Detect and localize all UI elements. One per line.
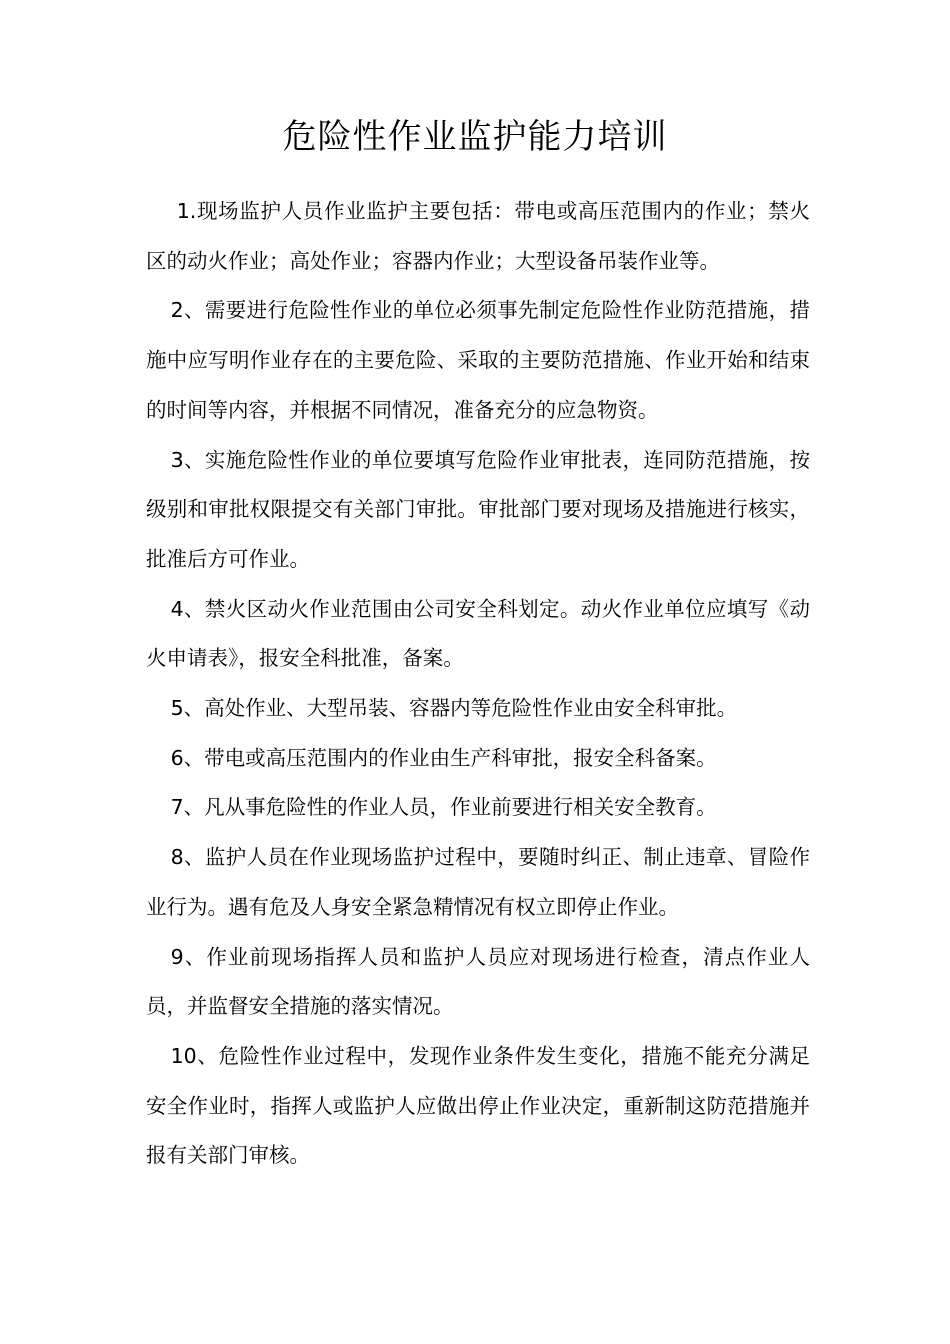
paragraph-3: 3、实施危险性作业的单位要填写危险作业审批表，连同防范措施，按级别和审批权限提交有关部门审批。审批部门要对现场及措施进行核实，批准后方可作业。 (146, 447, 810, 571)
paragraph-7: 7、凡从事危险性的作业人员，作业前要进行相关安全教育。 (170, 795, 717, 820)
paragraph-8: 8、监护人员在作业现场监护过程中，要随时纠正、制止违章、冒险作业行为。遇有危及人身安全紧急精情况有权立即停止作业。 (146, 845, 810, 919)
paragraph-9: 9、作业前现场指挥人员和监护人员应对现场进行检查，清点作业人员，并监督安全措施的落实情况。 (146, 944, 810, 1019)
paragraph-5: 5、高处作业、大型吊装、容器内等危险性作业由安全科审批。 (170, 696, 738, 721)
paragraph-10: 10、危险性作业过程中，发现作业条件发生变化，措施不能充分满足安全作业时，指挥人或监护人应做出停止作业决定，重新制这防范措施并报有关部门审核。 (146, 1043, 810, 1168)
document-title: 危险性作业监护能力培训 (282, 117, 668, 157)
paragraph-6: 6、带电或高压范围内的作业由生产科审批，报安全科备案。 (170, 745, 717, 770)
paragraph-4: 4、禁火区动火作业范围由公司安全科划定。动火作业单位应填写《动火申请表》，报安全科批准，备案。 (146, 596, 810, 671)
document-body (146, 187, 810, 1181)
paragraph-1: 1.现场监护人员作业监护主要包括：带电或高压范围内的作业；禁火区的动火作业；高处作业；容器内作业；大型设备吊装作业等。 (146, 199, 810, 273)
paragraph-2: 2、需要进行危险性作业的单位必须事先制定危险性作业防范措施，措施中应写明作业存在的主要危险、采取的主要防范措施、作业开始和结束的时间等内容，并根据不同情况，准备充分的应急物资。 (146, 298, 810, 422)
